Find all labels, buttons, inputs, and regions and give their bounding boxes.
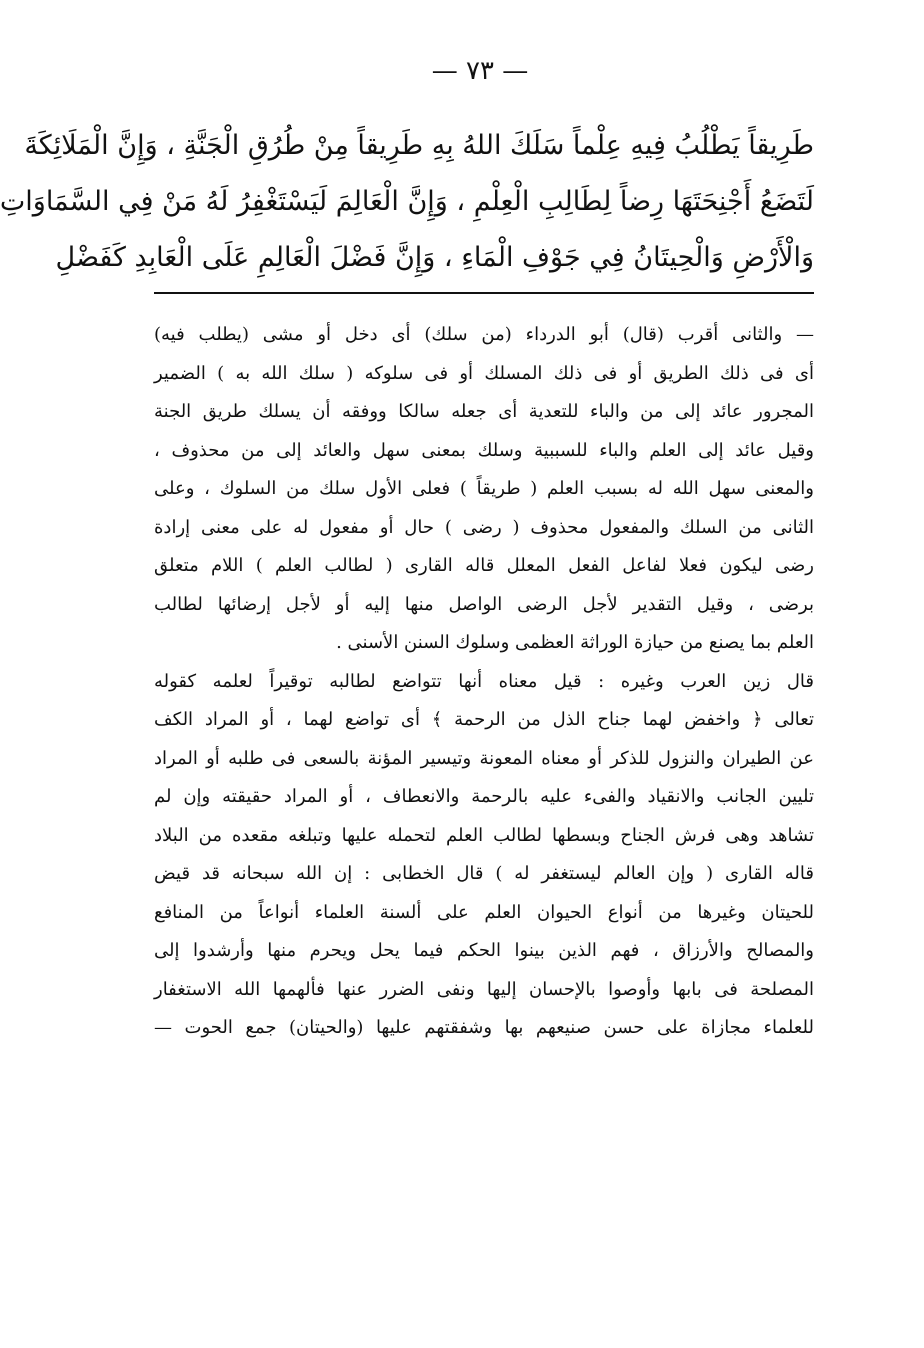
commentary-line: قاله القارى ( وإن العالم ليستغفر له ) قال الخطابى : إن الله سبحانه قد قيض (154, 863, 814, 884)
hadith-line: طَرِيقاً يَطْلُبُ فِيهِ عِلْماً سَلَكَ اللهُ بِهِ طَرِيقاً مِنْ طُرُقِ الْجَنَّةِ ، وَإِنَّ الْمَلَائِكَةَ (24, 130, 814, 161)
commentary-line: عن الطيران والنزول للذكر أو معناه المعونة وتيسير المؤنة بالسعى فى طلبه أو المراد (154, 747, 814, 769)
commentary-line: العلم بما يصنع من حيازة الوراثة العظمى وسلوك السنن الأسنى . (336, 632, 814, 653)
commentary-line: المصلحة فى بابها وأوصوا بالإحسان إليها ونفى الضرر عنها فألهمها الله الاستغفار (154, 978, 814, 1000)
commentary-line: للحيتان وغيرها من أنواع الحيوان العلم على ألسنة العلماء أنواعاً من المنافع (154, 901, 814, 923)
commentary-line: وقيل عائد إلى العلم والباء للسببية وسلك بمعنى سهل والعائد إلى من محذوف ، (154, 439, 814, 461)
commentary-line: تعالى ﴿ واخفض لهما جناح الذل من الرحمة ﴾ أى تواضع لهما ، أو المراد الكف (154, 709, 814, 730)
commentary-line: أى فى ذلك الطريق أو فى ذلك المسلك أو فى سلوكه ( سلك الله به ) الضمير (154, 362, 814, 384)
section-divider (154, 292, 814, 294)
commentary-line: الثانى من السلك والمفعول محذوف ( رضى ) حال أو مفعول له على معنى إرادة (154, 516, 814, 538)
hadith-text-block (0, 118, 814, 286)
commentary-line: للعلماء مجازاة على حسن صنيعهم بها وشفقتهم عليها (والحيتان) جمع الحوت — (154, 1017, 814, 1038)
hadith-line: لَتَضَعُ أَجْنِحَتَهَا رِضاً لِطَالِبِ الْعِلْمِ ، وَإِنَّ الْعَالِمَ لَيَسْتَغْفِرُ لَهُ مَنْ فِي السَّمَاوَاتِ (0, 186, 814, 217)
hadith-line: وَالْأَرْضِ وَالْحِيتَانُ فِي جَوْفِ الْمَاءِ ، وَإِنَّ فَضْلَ الْعَالِمِ عَلَى الْعَابِدِ كَفَضْلِ (55, 242, 814, 273)
commentary-line: رضى ليكون فعلا لفاعل الفعل المعلل قاله القارى ( لطالب العلم ) اللام متعلق (154, 555, 814, 576)
commentary-line: المجرور عائد إلى من والباء للتعدية أى جعله سالكا ووفقه أن يسلك طريق الجنة (154, 401, 814, 422)
commentary-line: برضى ، وقيل التقدير لأجل الرضى الواصل منها إليه أو لأجل إرضائها لطالب (154, 593, 814, 615)
page-number: — ٧٣ — (431, 56, 529, 86)
commentary-line: تشاهد وهى فرش الجناح وبسطها لطالب العلم لتحمله عليها وتبلغه مقعده من البلاد (154, 824, 814, 846)
commentary-line: والمصالح والأرزاق ، فهم الذين بينوا الحكم فيما يحل ويحرم منها وأرشدوا إلى (154, 940, 814, 961)
commentary-block (154, 316, 814, 1048)
commentary-line: قال زين العرب وغيره : قيل معناه أنها تتواضع لطالبه توقيراً لعلمه كقوله (154, 670, 814, 692)
commentary-line: — والثانى أقرب (قال) أبو الدرداء (من سلك) أى دخل أو مشى (يطلب فيه) (154, 324, 814, 345)
commentary-line: والمعنى سهل الله له بسبب العلم ( طريقاً ) فعلى الأول سلك من السلوك ، وعلى (154, 478, 814, 499)
commentary-line: تليين الجانب والانقياد والفىء عليه بالرحمة والانعطاف ، أو المراد حقيقته وإن لم (154, 786, 814, 807)
